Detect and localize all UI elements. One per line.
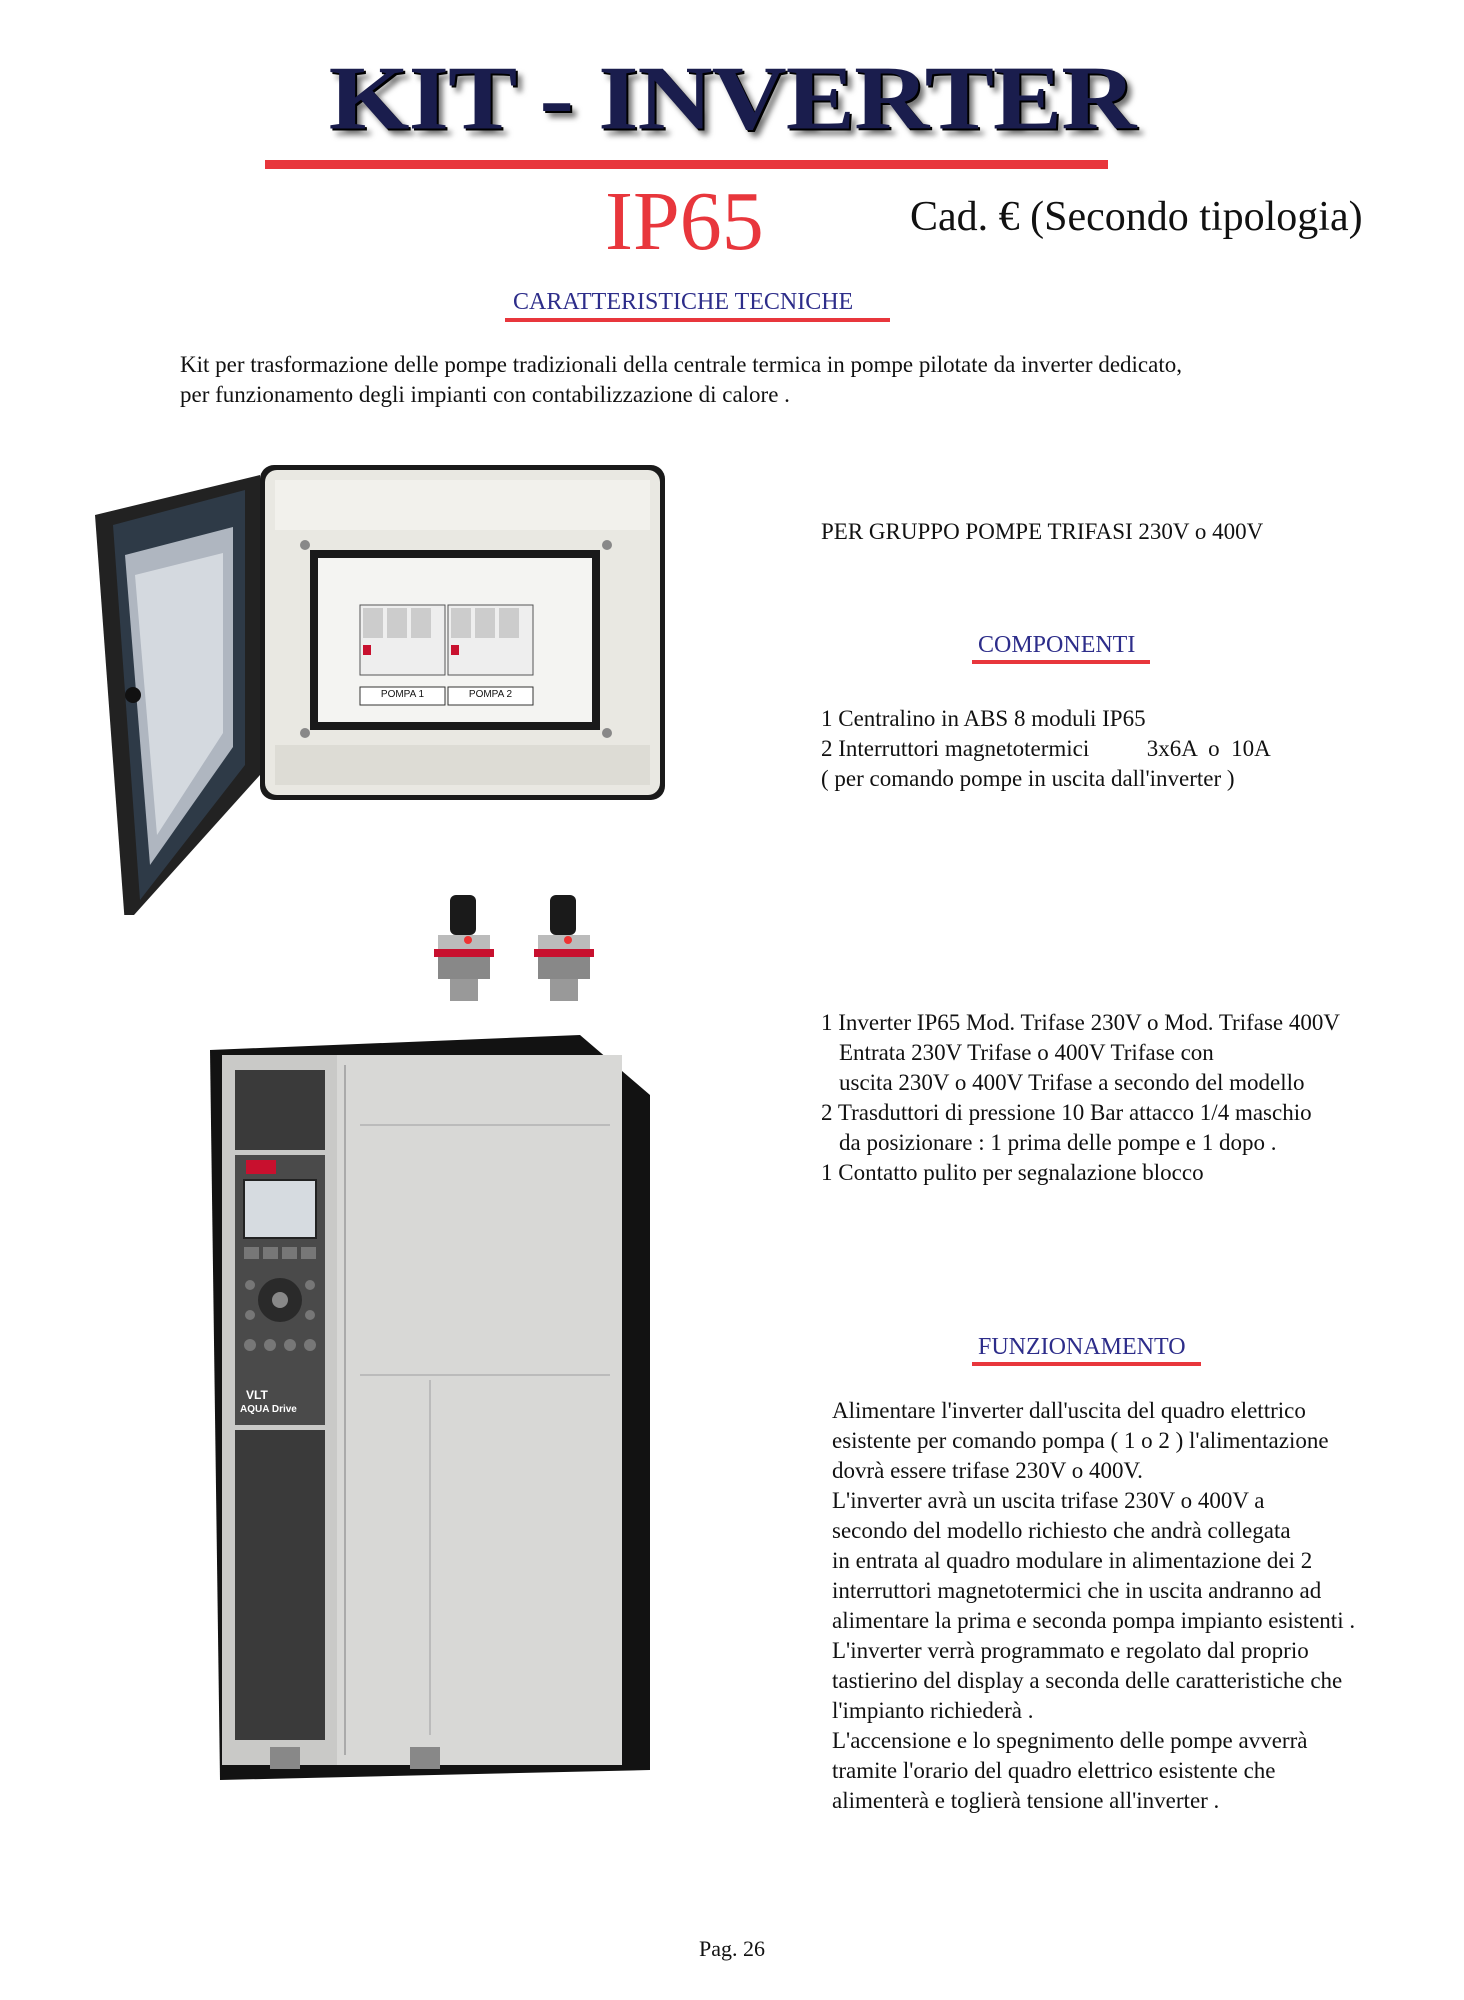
- components-list-1: [821, 704, 1271, 794]
- page-number: Pag. 26: [699, 1936, 765, 1961]
- ip-rating: IP65: [605, 175, 764, 268]
- operation-heading: FUNZIONAMENTO: [978, 1334, 1186, 1360]
- list-item: 1 Centralino in ABS 8 moduli IP65: [821, 706, 1146, 731]
- list-item: 2 Interruttori magnetotermici 3x6A o 10A: [821, 736, 1271, 761]
- specs-heading: CARATTERISTICHE TECNICHE: [513, 289, 854, 315]
- components-list-2: [821, 1008, 1340, 1188]
- vlt-label: VLT: [246, 1388, 268, 1402]
- paragraph-line: in entrata al quadro modulare in alimentazione dei 2: [832, 1548, 1313, 1573]
- operation-paragraph: [832, 1396, 1355, 1816]
- aqua-drive-label: AQUA Drive: [240, 1404, 297, 1415]
- list-item: ( per comando pompe in uscita dall'inverter ): [821, 766, 1235, 791]
- paragraph-line: alimentare la prima e seconda pompa impianto esistenti .: [832, 1608, 1356, 1633]
- pump-group-text: PER GRUPPO POMPE TRIFASI 230V o 400V: [821, 519, 1264, 544]
- pump-1-label: POMPA 1: [380, 689, 425, 700]
- intro-line: Kit per trasformazione delle pompe tradizionali della centrale termica in pompe pilotate da inverter dedicato,: [180, 352, 1182, 377]
- paragraph-line: tastierino del display a seconda delle caratteristiche che: [832, 1668, 1343, 1693]
- intro-paragraph: [180, 350, 1380, 410]
- pump-2-label: POMPA 2: [468, 689, 513, 700]
- paragraph-line: L'inverter avrà un uscita trifase 230V o 400V a: [832, 1488, 1265, 1513]
- list-item: 2 Trasduttori di pressione 10 Bar attacco 1/4 maschio: [821, 1100, 1312, 1125]
- paragraph-line: secondo del modello richiesto che andrà collegata: [832, 1518, 1291, 1543]
- specs-heading-rule: [505, 318, 890, 322]
- paragraph-line: l'impianto richiederà .: [832, 1698, 1034, 1723]
- pressure-sensors-photo: [410, 890, 630, 1020]
- operation-heading-rule: [972, 1362, 1201, 1366]
- paragraph-line: esistente per comando pompa ( 1 o 2 ) l'alimentazione: [832, 1428, 1329, 1453]
- price-label: Cad. € (Secondo tipologia): [910, 194, 1363, 240]
- paragraph-line: alimenterà e toglierà tensione all'inverter .: [832, 1788, 1220, 1813]
- list-item: 1 Inverter IP65 Mod. Trifase 230V o Mod. Trifase 400V: [821, 1010, 1340, 1035]
- components-heading-rule: [972, 660, 1150, 664]
- paragraph-line: Alimentare l'inverter dall'uscita del quadro elettrico: [832, 1398, 1306, 1423]
- title-underline: [265, 160, 1108, 169]
- paragraph-line: interruttori magnetotermici che in uscita andranno ad: [832, 1578, 1322, 1603]
- components-heading: COMPONENTI: [978, 632, 1136, 658]
- paragraph-line: L'accensione e lo spegnimento delle pompe avverrà: [832, 1728, 1308, 1753]
- page-title: KIT - INVERTER: [328, 47, 1136, 149]
- list-item: 1 Contatto pulito per segnalazione blocco: [821, 1160, 1204, 1185]
- paragraph-line: tramite l'orario del quadro elettrico esistente che: [832, 1758, 1276, 1783]
- paragraph-line: L'inverter verrà programmato e regolato dal proprio: [832, 1638, 1309, 1663]
- paragraph-line: dovrà essere trifase 230V o 400V.: [832, 1458, 1143, 1483]
- list-item: Entrata 230V Trifase o 400V Trifase con: [839, 1040, 1214, 1065]
- list-item: da posizionare : 1 prima delle pompe e 1 dopo .: [839, 1130, 1277, 1155]
- list-item: uscita 230V o 400V Trifase a secondo del modello: [839, 1070, 1305, 1095]
- intro-line: per funzionamento degli impianti con contabilizzazione di calore .: [180, 382, 790, 407]
